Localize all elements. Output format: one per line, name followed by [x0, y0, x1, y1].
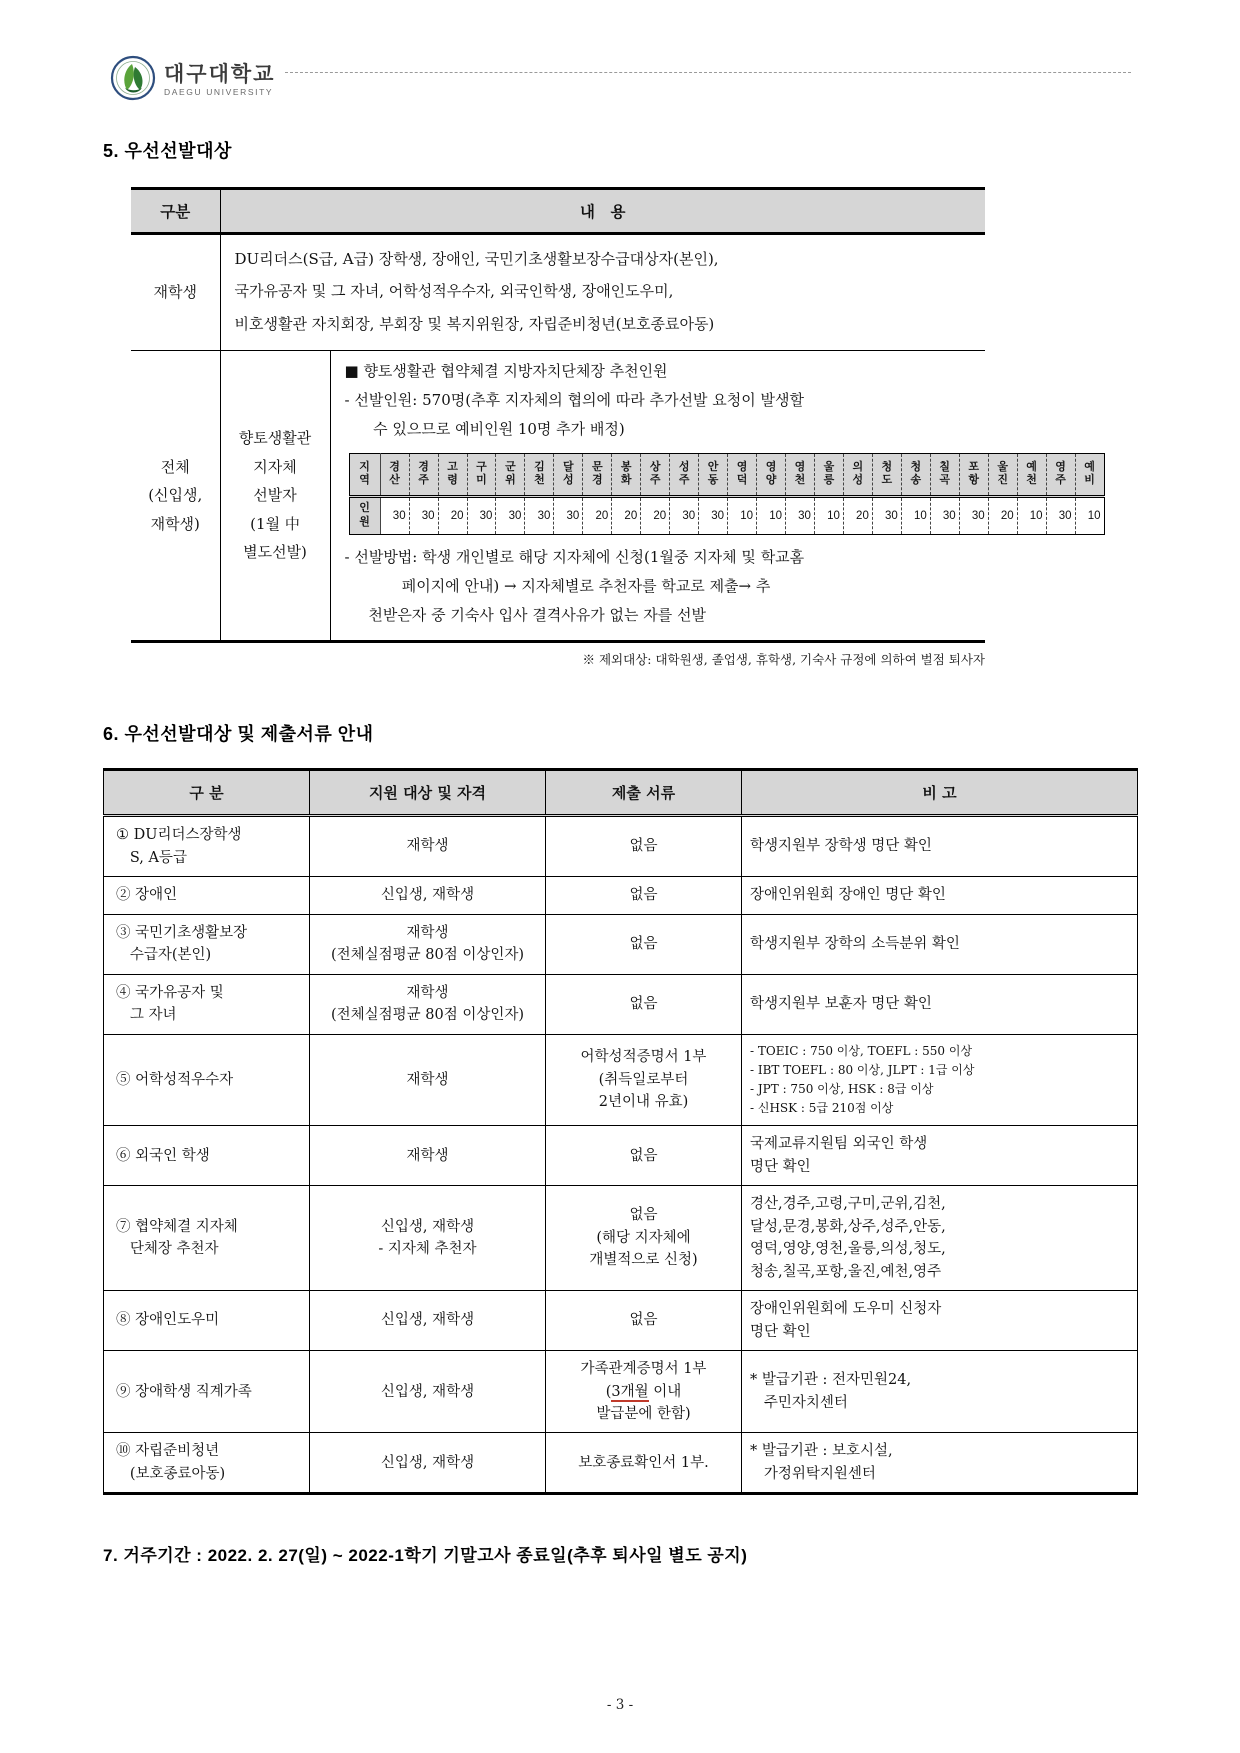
region-quota: 30 [380, 497, 409, 535]
table-row [131, 350, 985, 642]
header-content: 내 용 [220, 189, 985, 234]
cell-docs [546, 1126, 742, 1186]
row-content [220, 234, 985, 351]
region-name: 영 양 [757, 453, 786, 497]
text-line: 없음 [629, 935, 658, 952]
text-line: ② 장애인 [116, 887, 178, 904]
text-line: 수급자(본인) [116, 947, 212, 964]
text-line: (전체실점평균 80점 이상인자) [330, 947, 525, 964]
region-name: 안 동 [699, 453, 728, 497]
region-header-row [349, 453, 1104, 497]
exclusion-note: ※ 제외대상: 대학원생, 졸업생, 휴학생, 기숙사 규정에 의하여 벌점 퇴사자 [582, 652, 985, 668]
table-row [104, 914, 1138, 974]
text-line: 신입생, 재학생 [380, 1454, 475, 1471]
region-quota: 10 [1075, 497, 1104, 535]
cell-docs [546, 1291, 742, 1351]
cell-category [104, 816, 310, 877]
region-name: 울 진 [988, 453, 1017, 497]
region-quota: 30 [959, 497, 988, 535]
region-quota: 20 [988, 497, 1017, 535]
region-quota: 30 [872, 497, 901, 535]
region-quota: 10 [757, 497, 786, 535]
cell-target [310, 1034, 546, 1126]
region-name: 청 송 [901, 453, 930, 497]
section6-title: 6. 우선선발대상 및 제출서류 안내 [103, 724, 374, 745]
text-line: 없음 [629, 1312, 658, 1329]
region-quota: 30 [699, 497, 728, 535]
cell-category [104, 1034, 310, 1126]
region-quota: 20 [438, 497, 467, 535]
row-content [330, 350, 1101, 642]
text-line: ③ 국민기초생활보장 [116, 924, 248, 941]
selection-method-lines [345, 543, 986, 631]
text-line: - IBT TOEFL : 80 이상, JLPT : 1급 이상 [750, 1062, 975, 1077]
region-name: 문 경 [583, 453, 612, 497]
cell-target [310, 1351, 546, 1433]
region-quota: 10 [901, 497, 930, 535]
header-documents: 제출 서류 [546, 770, 742, 816]
text-line: 페이지에 안내) → 지자체별로 추천자를 학교로 제출→ 추 [344, 576, 771, 595]
text-line: 발급분에 한함) [596, 1405, 691, 1422]
text-line: - 지자체 추천자 [378, 1241, 477, 1258]
cell-category [104, 914, 310, 974]
row-label: 재학생 [131, 234, 220, 351]
cell-target [310, 1126, 546, 1186]
region-name: 상 주 [641, 453, 670, 497]
text-line: ① DU리더스장학생 [116, 827, 242, 844]
text-line: 학생지원부 장학의 소득분위 확인 [750, 935, 960, 952]
region-name: 고 령 [438, 453, 467, 497]
text-line: 달성,문경,봉화,상주,성주,안동, [750, 1218, 946, 1235]
text-line: 보호종료확인서 1부. [578, 1454, 709, 1471]
region-quota: 30 [785, 497, 814, 535]
cell-docs [546, 1433, 742, 1494]
text-line: 지자체 [253, 457, 297, 476]
section5-title: 5. 우선선발대상 [103, 141, 232, 161]
text-line: 학생지원부 장학생 명단 확인 [750, 838, 932, 855]
text-line: 신입생, 재학생 [380, 1383, 475, 1400]
selection-count-lines [345, 386, 986, 445]
region-name: 구 미 [467, 453, 496, 497]
table-row [104, 1433, 1138, 1494]
text-line: 청송,칠곡,포항,울진,예천,영주 [750, 1263, 942, 1280]
cell-docs [546, 974, 742, 1034]
header-target: 지원 대상 및 자격 [310, 770, 546, 816]
cell-note [742, 1351, 1138, 1433]
text-line: 선발자 [253, 486, 297, 505]
bullet-line: ■ 향토생활관 협약체결 지방자치단체장 추천인원 [344, 361, 668, 380]
text-line: 재학생 [406, 838, 449, 855]
text-line: 없음 [629, 1207, 658, 1224]
cell-docs [546, 1034, 742, 1126]
cell-docs [546, 1186, 742, 1291]
text-line: ④ 국가유공자 및 [116, 984, 224, 1001]
region-name: 의 성 [843, 453, 872, 497]
table-row [104, 877, 1138, 914]
region-quota: 20 [843, 497, 872, 535]
text-line: 없음 [629, 838, 658, 855]
header-category: 구분 [131, 189, 220, 234]
cell-category [104, 877, 310, 914]
header-divider [285, 72, 1131, 73]
text-line: 장애인위원회 장애인 명단 확인 [750, 887, 946, 904]
text-line: 국제교류지원팀 외국인 학생 [750, 1136, 928, 1153]
region-name: 울 릉 [814, 453, 843, 497]
text-line: 재학생 [406, 924, 449, 941]
table-header-row [104, 770, 1138, 816]
cell-category [104, 1291, 310, 1351]
text-line: 별도선발) [243, 543, 307, 562]
text-line: (3개월 이내 [605, 1383, 682, 1400]
region-quota: 30 [525, 497, 554, 535]
cell-category [104, 1351, 310, 1433]
region-name: 영 주 [1046, 453, 1075, 497]
region-name: 예 천 [1017, 453, 1046, 497]
region-name: 성 주 [670, 453, 699, 497]
cell-note [742, 1433, 1138, 1494]
cell-target [310, 914, 546, 974]
text-line: 주민자치센터 [750, 1394, 848, 1411]
cell-target [310, 816, 546, 877]
text-line: - 선발방법: 학생 개인별로 해당 지자체에 신청(1월중 지자체 및 학교홈 [344, 547, 805, 566]
cell-category [104, 1126, 310, 1186]
text-line: 그 자녀 [116, 1007, 177, 1024]
text-line: 2년이내 유효) [598, 1094, 689, 1111]
region-name: 경 주 [409, 453, 438, 497]
cell-note [742, 1186, 1138, 1291]
text-line: (전체실점평균 80점 이상인자) [330, 1007, 525, 1024]
region-quota: 30 [930, 497, 959, 535]
text-line: - TOEIC : 750 이상, TOEFL : 550 이상 [750, 1043, 973, 1058]
cell-target [310, 974, 546, 1034]
cell-target [310, 1186, 546, 1291]
table-row [131, 234, 985, 351]
region-name: 김 천 [525, 453, 554, 497]
cell-target [310, 1291, 546, 1351]
text-line: * 발급기관 : 전자민원24, [750, 1372, 912, 1389]
table-header-row [131, 189, 985, 234]
cell-docs [546, 877, 742, 914]
cell-note [742, 914, 1138, 974]
region-quota: 30 [467, 497, 496, 535]
table-row [104, 1126, 1138, 1186]
text-line: ⑧ 장애인도우미 [116, 1312, 220, 1329]
text-line: 학생지원부 보훈자 명단 확인 [750, 995, 932, 1012]
text-line: 가족관계증명서 1부 [580, 1361, 707, 1378]
region-quota: 20 [583, 497, 612, 535]
region-quota: 30 [670, 497, 699, 535]
text-line: 신입생, 재학생 [380, 1312, 475, 1329]
text-line: ⑥ 외국인 학생 [116, 1147, 210, 1164]
text-line: 재학생 [406, 1147, 449, 1164]
region-quota-table [349, 453, 1105, 535]
page-number: - 3 - [606, 1697, 634, 1713]
document-header [103, 0, 1137, 105]
text-line: 명단 확인 [750, 1158, 811, 1175]
text-line: 수 있으므로 예비인원 10명 추가 배정) [344, 420, 625, 439]
cell-category [104, 1186, 310, 1291]
region-name: 영 덕 [728, 453, 757, 497]
region-name: 칠 곡 [930, 453, 959, 497]
text-line: 신입생, 재학생 [380, 887, 475, 904]
region-column-label: 지 역 [349, 453, 380, 497]
text-line: 전체 [160, 457, 190, 476]
text-line: - JPT : 750 이상, HSK : 8급 이상 [750, 1081, 934, 1096]
region-name: 청 도 [872, 453, 901, 497]
region-quota: 30 [554, 497, 583, 535]
table-row [104, 1034, 1138, 1126]
text-line: ⑦ 협약체결 지자체 [116, 1218, 238, 1235]
priority-selection-table [131, 187, 1101, 643]
text-line: * 발급기관 : 보호시설, [750, 1443, 893, 1460]
region-quota: 30 [496, 497, 525, 535]
region-name: 달 성 [554, 453, 583, 497]
row-sublabel [220, 350, 330, 642]
region-quota: 20 [612, 497, 641, 535]
university-name: 대구대학교 [164, 62, 276, 86]
text-line: 국가유공자 및 그 자녀, 어학성적우수자, 외국인학생, 장애인도우미, [234, 282, 674, 301]
region-name: 예 비 [1075, 453, 1104, 497]
count-row-label: 인 원 [349, 497, 380, 535]
cell-note [742, 877, 1138, 914]
text-line: 명단 확인 [750, 1323, 811, 1340]
cell-docs [546, 1351, 742, 1433]
cell-docs [546, 816, 742, 877]
cell-category [104, 1433, 310, 1494]
text-line: - 선발인원: 570명(추후 지자체의 협의에 따라 추가선발 요청이 발생할 [344, 391, 804, 409]
cell-note [742, 1034, 1138, 1126]
text-line: 경산,경주,고령,구미,군위,김천, [750, 1196, 946, 1213]
region-name: 경 산 [380, 453, 409, 497]
text-line: DU리더스(S급, A급) 장학생, 장애인, 국민기초생활보장수급대상자(본인), [234, 250, 719, 268]
text-line: 재학생 [406, 1071, 449, 1088]
text-line: - 신HSK : 5급 210점 이상 [750, 1101, 894, 1116]
text-line: 향토생활관 [238, 429, 312, 448]
header-category: 구 분 [104, 770, 310, 816]
text-line: 가정위탁지원센터 [750, 1465, 876, 1482]
university-seal-icon [110, 55, 156, 105]
table-row [104, 1351, 1138, 1433]
text-line: 없음 [629, 995, 658, 1012]
region-quota: 10 [814, 497, 843, 535]
text-line: (해당 지자체에 [596, 1229, 691, 1246]
text-line: ⑩ 자립준비청년 [116, 1443, 220, 1460]
text-line: 재학생) [150, 514, 200, 533]
text-line: 재학생 [406, 984, 449, 1001]
text-line: ⑨ 장애학생 직계가족 [116, 1383, 252, 1400]
cell-category [104, 974, 310, 1034]
text-line: (1월 中 [250, 514, 300, 533]
text-line: 없음 [629, 1147, 658, 1164]
region-name: 봉 화 [612, 453, 641, 497]
text-line: S, A등급 [116, 849, 187, 866]
cell-note [742, 974, 1138, 1034]
text-line: (신입생, [148, 486, 203, 505]
text-line: ⑤ 어학성적우수자 [116, 1071, 234, 1088]
text-line: 없음 [629, 887, 658, 904]
text-line: 천받은자 중 기숙사 입사 결격사유가 없는 자를 선발 [344, 606, 707, 624]
region-quota: 30 [409, 497, 438, 535]
university-logo-text [164, 64, 275, 97]
text-line: 개별적으로 신청) [589, 1252, 698, 1269]
text-line: 신입생, 재학생 [380, 1218, 475, 1235]
cell-target [310, 877, 546, 914]
region-quota: 10 [728, 497, 757, 535]
text-line: 장애인위원회에 도우미 신청자 [750, 1301, 942, 1318]
region-quota: 20 [641, 497, 670, 535]
region-name: 포 항 [959, 453, 988, 497]
region-quota: 30 [1046, 497, 1075, 535]
text-line: 어학성적증명서 1부 [580, 1049, 707, 1066]
row-label [131, 350, 220, 642]
section7-title: 7. 거주기간 : 2022. 2. 27(일) ~ 2022-1학기 기말고사 종료일(추후 퇴사일 별도 공지) [103, 1546, 748, 1566]
university-name-en: DAEGU UNIVERSITY [164, 86, 274, 97]
cell-note [742, 1291, 1138, 1351]
cell-note [742, 816, 1138, 877]
region-name: 군 위 [496, 453, 525, 497]
university-logo [110, 55, 275, 105]
text-line: 영덕,영양,영천,울릉,의성,청도, [750, 1241, 946, 1258]
text-line: 단체장 추천자 [116, 1241, 219, 1258]
cell-docs [546, 914, 742, 974]
text-line: (보호종료아동) [116, 1465, 226, 1482]
region-quota: 10 [1017, 497, 1046, 535]
region-count-row [349, 497, 1104, 535]
documents-guide-table [103, 768, 1138, 1495]
table-row [104, 974, 1138, 1034]
table-row [104, 1291, 1138, 1351]
text-line: (취득일로부터 [598, 1071, 689, 1088]
table-row [104, 1186, 1138, 1291]
text-line: 비호생활관 자치회장, 부회장 및 복지위원장, 자립준비청년(보호종료아동) [234, 314, 715, 333]
region-name: 영 천 [785, 453, 814, 497]
highlighted-text: 3개월 [611, 1383, 649, 1400]
table-row [104, 816, 1138, 877]
cell-note [742, 1126, 1138, 1186]
cell-target [310, 1433, 546, 1494]
header-remarks: 비 고 [742, 770, 1138, 816]
